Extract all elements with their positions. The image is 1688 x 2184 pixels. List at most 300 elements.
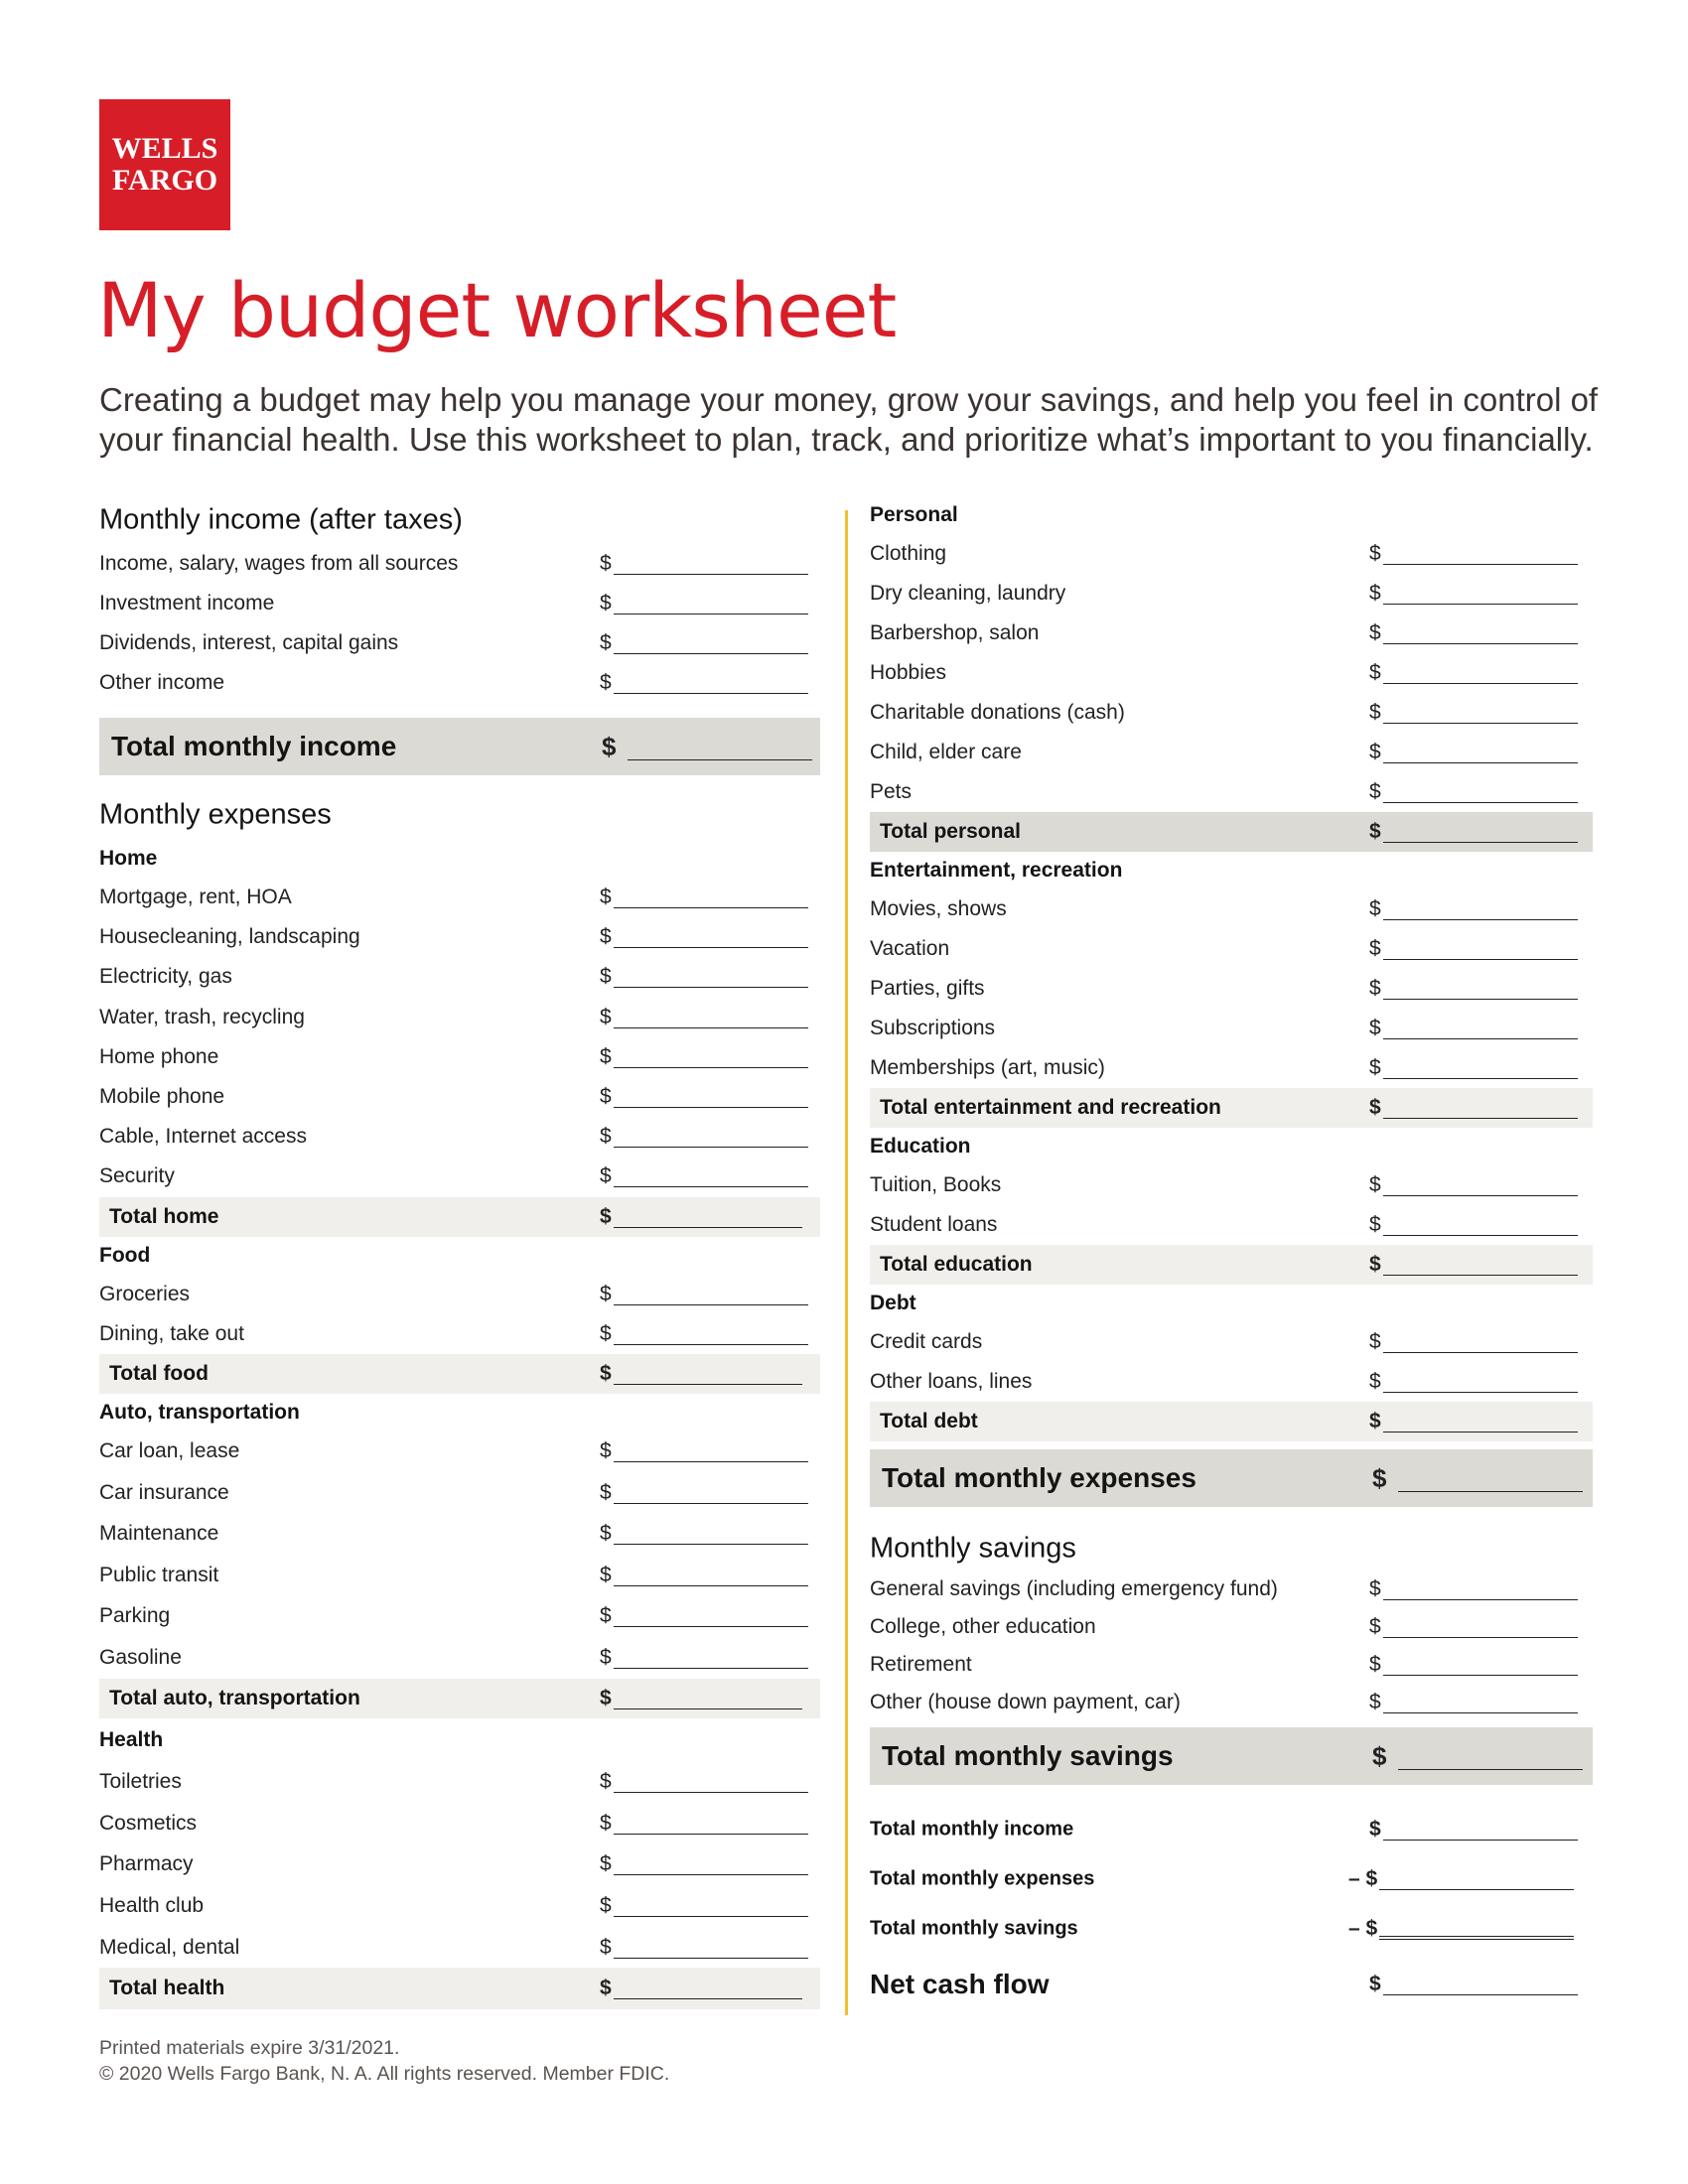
amount-blank-line[interactable] bbox=[1383, 1374, 1578, 1393]
amount-blank-line[interactable] bbox=[1383, 586, 1578, 605]
subtotal-row bbox=[99, 1354, 820, 1394]
section-heading bbox=[870, 496, 1593, 534]
amount-field[interactable] bbox=[1369, 821, 1578, 843]
currency-symbol: $ bbox=[600, 1852, 612, 1876]
line-item bbox=[99, 998, 820, 1037]
currency-symbol: $ bbox=[1369, 1330, 1381, 1353]
line-item bbox=[870, 653, 1593, 693]
line-item-label: Dining, take out bbox=[99, 1321, 244, 1345]
line-item-label: Hobbies bbox=[870, 661, 947, 684]
amount-blank-line[interactable] bbox=[1383, 1100, 1578, 1119]
amount-blank-line[interactable] bbox=[1383, 1257, 1578, 1276]
section-heading bbox=[99, 840, 820, 878]
line-item-label: Vacation bbox=[870, 937, 950, 960]
left-column bbox=[99, 496, 820, 2009]
amount-field[interactable] bbox=[600, 1046, 808, 1068]
line-item bbox=[99, 1472, 820, 1514]
column-divider bbox=[845, 510, 848, 2015]
currency-symbol: $ bbox=[1369, 1653, 1381, 1676]
amount-blank-line[interactable] bbox=[1383, 665, 1578, 684]
amount-field[interactable] bbox=[600, 1853, 808, 1875]
amount-field[interactable] bbox=[1369, 1174, 1578, 1196]
amount-field[interactable] bbox=[600, 1937, 808, 1959]
amount-field[interactable] bbox=[1348, 1868, 1574, 1890]
subtotal-row-label: Total auto, transportation bbox=[109, 1686, 360, 1709]
amount-blank-line[interactable] bbox=[1383, 546, 1578, 565]
amount-blank-line[interactable] bbox=[614, 556, 808, 575]
amount-field[interactable] bbox=[600, 887, 808, 908]
line-item-label: Other loans, lines bbox=[870, 1370, 1033, 1393]
currency-symbol: $ bbox=[1369, 582, 1381, 605]
total-expenses-row bbox=[870, 1449, 1593, 1507]
amount-field[interactable] bbox=[1369, 543, 1578, 565]
amount-blank-line[interactable] bbox=[1383, 1021, 1578, 1039]
amount-field[interactable] bbox=[600, 632, 808, 654]
currency-symbol: $ bbox=[600, 1439, 612, 1463]
summary-expenses-row bbox=[870, 1854, 1593, 1904]
wells-fargo-logo bbox=[99, 99, 230, 230]
subtotal-row bbox=[99, 1197, 820, 1237]
line-item bbox=[870, 1009, 1593, 1048]
amount-field[interactable] bbox=[602, 733, 812, 760]
section-heading-label: Debt bbox=[870, 1292, 916, 1314]
subtotal-row-label: Total food bbox=[109, 1361, 209, 1385]
amount-field[interactable] bbox=[600, 1605, 808, 1627]
line-item bbox=[99, 1314, 820, 1354]
savings-item bbox=[870, 1608, 1593, 1646]
amount-field[interactable] bbox=[1369, 1654, 1578, 1676]
line-item bbox=[870, 534, 1593, 574]
amount-blank-line[interactable] bbox=[1383, 981, 1578, 1000]
line-item-label: Cable, Internet access bbox=[99, 1125, 307, 1149]
amount-blank-line[interactable] bbox=[1383, 1619, 1578, 1638]
line-item-label: Gasoline bbox=[99, 1645, 182, 1669]
currency-symbol: $ bbox=[600, 1686, 612, 1709]
currency-symbol: $ bbox=[600, 1811, 612, 1835]
currency-symbol: – $ bbox=[1348, 1868, 1377, 1890]
amount-blank-line[interactable] bbox=[614, 1816, 808, 1835]
line-item-label: Movies, shows bbox=[870, 897, 1007, 920]
amount-field[interactable] bbox=[600, 926, 808, 948]
line-item bbox=[99, 1077, 820, 1117]
amount-field[interactable] bbox=[1369, 1616, 1578, 1638]
amount-blank-line[interactable] bbox=[614, 635, 808, 654]
currency-symbol: $ bbox=[1372, 1463, 1387, 1493]
income-item bbox=[99, 544, 820, 584]
subtotal-row bbox=[870, 812, 1593, 852]
income-item-label: Dividends, interest, capital gains bbox=[99, 631, 399, 654]
amount-field[interactable] bbox=[1369, 1214, 1578, 1236]
amount-field[interactable] bbox=[600, 1771, 808, 1793]
currency-symbol: $ bbox=[600, 1563, 612, 1586]
amount-blank-line[interactable] bbox=[1383, 1060, 1578, 1079]
line-item-label: Pets bbox=[870, 780, 913, 803]
amount-field[interactable] bbox=[600, 1323, 808, 1345]
section-heading-label: Health bbox=[99, 1727, 164, 1751]
logo-line-2: FARGO bbox=[111, 164, 218, 197]
amount-field[interactable] bbox=[600, 1440, 808, 1462]
amount-blank-line[interactable] bbox=[1383, 745, 1578, 763]
section-heading bbox=[99, 1718, 820, 1762]
line-item bbox=[99, 1803, 820, 1844]
currency-symbol: $ bbox=[1369, 661, 1381, 684]
page-title: My budget worksheet bbox=[97, 266, 897, 354]
line-item bbox=[870, 1362, 1593, 1402]
amount-blank-line[interactable] bbox=[614, 1287, 808, 1305]
currency-symbol: $ bbox=[600, 1894, 612, 1918]
amount-blank-line[interactable] bbox=[614, 1366, 802, 1385]
currency-symbol: $ bbox=[1369, 1818, 1381, 1841]
amount-field[interactable] bbox=[1369, 1018, 1578, 1039]
amount-field[interactable] bbox=[600, 1482, 808, 1504]
line-item-label: Child, elder care bbox=[870, 741, 1022, 763]
amount-blank-line[interactable] bbox=[614, 1774, 808, 1793]
currency-symbol: $ bbox=[1369, 1253, 1381, 1276]
amount-field[interactable] bbox=[1369, 583, 1578, 605]
line-item-label: Medical, dental bbox=[99, 1935, 240, 1959]
line-item-label: Tuition, Books bbox=[870, 1173, 1002, 1196]
summary-savings-row-label: Total monthly savings bbox=[870, 1917, 1078, 1940]
amount-field[interactable] bbox=[600, 1086, 808, 1108]
amount-field[interactable] bbox=[600, 593, 808, 614]
line-item bbox=[99, 1157, 820, 1196]
amount-blank-line[interactable] bbox=[614, 1898, 808, 1917]
amount-field[interactable] bbox=[600, 1206, 802, 1228]
line-item bbox=[870, 1048, 1593, 1088]
line-item-label: Dry cleaning, laundry bbox=[870, 582, 1066, 605]
line-item bbox=[99, 1762, 820, 1804]
line-item bbox=[99, 1275, 820, 1314]
amount-blank-line[interactable] bbox=[614, 1209, 802, 1228]
amount-blank-line[interactable] bbox=[614, 1940, 808, 1959]
amount-field[interactable] bbox=[600, 672, 808, 694]
currency-symbol: $ bbox=[600, 965, 612, 989]
currency-symbol: $ bbox=[600, 552, 612, 575]
line-item bbox=[99, 1637, 820, 1679]
amount-blank-line[interactable] bbox=[614, 929, 808, 948]
amount-blank-line[interactable] bbox=[1383, 1695, 1578, 1713]
amount-blank-line[interactable] bbox=[614, 1856, 808, 1875]
amount-blank-line[interactable] bbox=[614, 1168, 808, 1187]
currency-symbol: $ bbox=[1369, 1577, 1381, 1600]
amount-blank-line[interactable] bbox=[1383, 625, 1578, 644]
line-item-label: Toiletries bbox=[99, 1770, 182, 1794]
currency-symbol: $ bbox=[602, 732, 617, 761]
line-item bbox=[99, 1037, 820, 1077]
income-heading-label: Monthly income (after taxes) bbox=[99, 503, 463, 536]
amount-blank-line[interactable] bbox=[614, 1650, 808, 1669]
currency-symbol: $ bbox=[600, 1480, 612, 1504]
amount-blank-line[interactable] bbox=[614, 969, 808, 988]
line-item bbox=[870, 1322, 1593, 1362]
subtotal-row-label: Total education bbox=[880, 1253, 1033, 1276]
amount-blank-line[interactable] bbox=[614, 1691, 802, 1709]
line-item-label: Groceries bbox=[99, 1282, 191, 1305]
currency-symbol: $ bbox=[1369, 780, 1381, 803]
amount-field[interactable] bbox=[1369, 898, 1578, 920]
section-heading bbox=[870, 1128, 1593, 1165]
line-item bbox=[870, 693, 1593, 733]
amount-blank-line[interactable] bbox=[1398, 1469, 1583, 1492]
total-income-row bbox=[99, 718, 820, 775]
amount-blank-line[interactable] bbox=[1383, 941, 1578, 960]
line-item bbox=[99, 1514, 820, 1556]
amount-field[interactable] bbox=[600, 1284, 808, 1305]
amount-blank-line[interactable] bbox=[628, 738, 812, 760]
subtotal-row bbox=[870, 1402, 1593, 1441]
amount-field[interactable] bbox=[600, 1165, 808, 1187]
currency-symbol: $ bbox=[600, 1361, 612, 1385]
savings-item-label: Retirement bbox=[870, 1653, 972, 1676]
line-item-label: Water, trash, recycling bbox=[99, 1005, 305, 1028]
currency-symbol: $ bbox=[1369, 1691, 1381, 1713]
amount-blank-line[interactable] bbox=[614, 596, 808, 614]
income-item bbox=[99, 584, 820, 623]
line-item-label: Housecleaning, landscaping bbox=[99, 925, 360, 949]
line-item-label: Subscriptions bbox=[870, 1017, 996, 1039]
amount-blank-line[interactable] bbox=[1383, 1177, 1578, 1196]
line-item-label: Public transit bbox=[99, 1563, 219, 1586]
summary-savings-row bbox=[870, 1904, 1593, 1954]
line-item bbox=[870, 889, 1593, 929]
income-item-label: Income, salary, wages from all sources bbox=[99, 552, 459, 575]
amount-field[interactable] bbox=[600, 966, 808, 988]
currency-symbol: $ bbox=[1369, 977, 1381, 1000]
line-item-label: Credit cards bbox=[870, 1330, 983, 1353]
amount-blank-line[interactable] bbox=[614, 1010, 808, 1028]
savings-item-label: Other (house down payment, car) bbox=[870, 1691, 1181, 1713]
currency-symbol: $ bbox=[1369, 1213, 1381, 1236]
amount-blank-line[interactable] bbox=[1383, 1822, 1578, 1841]
line-item-label: Mortgage, rent, HOA bbox=[99, 886, 292, 909]
currency-symbol: $ bbox=[600, 1164, 612, 1188]
subtotal-row bbox=[870, 1245, 1593, 1285]
amount-blank-line[interactable] bbox=[1379, 1918, 1574, 1940]
income-item-label: Investment income bbox=[99, 592, 275, 614]
currency-symbol: $ bbox=[600, 1085, 612, 1109]
line-item-label: Barbershop, salon bbox=[870, 621, 1040, 644]
amount-field[interactable] bbox=[1348, 1918, 1574, 1940]
currency-symbol: $ bbox=[600, 1044, 612, 1068]
section-heading-label: Entertainment, recreation bbox=[870, 859, 1123, 882]
subtotal-row bbox=[99, 1679, 820, 1718]
income-heading bbox=[99, 496, 820, 544]
amount-blank-line[interactable] bbox=[1383, 1334, 1578, 1353]
section-heading-label: Auto, transportation bbox=[99, 1400, 300, 1424]
amount-field[interactable] bbox=[1369, 1331, 1578, 1353]
amount-blank-line[interactable] bbox=[614, 889, 808, 908]
currency-symbol: $ bbox=[600, 671, 612, 694]
currency-symbol: $ bbox=[600, 1522, 612, 1546]
net-cash-flow-row-label: Net cash flow bbox=[870, 1969, 1050, 1999]
summary-expenses-row-label: Total monthly expenses bbox=[870, 1867, 1095, 1890]
amount-blank-line[interactable] bbox=[614, 1485, 808, 1504]
footer-copyright: © 2020 Wells Fargo Bank, N. A. All rights reserved. Member FDIC. bbox=[99, 2063, 670, 2085]
amount-blank-line[interactable] bbox=[1383, 1581, 1578, 1600]
section-heading bbox=[99, 1394, 820, 1432]
amount-field[interactable] bbox=[600, 1126, 808, 1148]
line-item-label: Home phone bbox=[99, 1044, 219, 1068]
amount-field[interactable] bbox=[1369, 742, 1578, 763]
subtotal-row-label: Total home bbox=[109, 1204, 219, 1228]
amount-blank-line[interactable] bbox=[614, 1049, 808, 1068]
amount-field[interactable] bbox=[600, 1523, 808, 1545]
amount-field[interactable] bbox=[1369, 978, 1578, 1000]
line-item bbox=[99, 1117, 820, 1157]
amount-field[interactable] bbox=[1369, 781, 1578, 803]
intro-paragraph: Creating a budget may help you manage your money, grow your savings, and help you feel in control of your financial health. Use this worksheet to plan, track, and prioritize what’s important to you financially. bbox=[99, 381, 1599, 458]
line-item-label: Car insurance bbox=[99, 1480, 229, 1504]
line-item bbox=[870, 969, 1593, 1009]
subtotal-row-label: Total entertainment and recreation bbox=[880, 1096, 1221, 1119]
savings-heading-label: Monthly savings bbox=[870, 1532, 1076, 1565]
amount-field[interactable] bbox=[1372, 1742, 1583, 1770]
amount-blank-line[interactable] bbox=[614, 1568, 808, 1586]
currency-symbol: $ bbox=[1369, 621, 1381, 644]
currency-symbol: $ bbox=[600, 925, 612, 949]
amount-blank-line[interactable] bbox=[614, 1089, 808, 1108]
line-item-label: Electricity, gas bbox=[99, 965, 232, 989]
amount-blank-line[interactable] bbox=[1398, 1747, 1583, 1770]
savings-heading bbox=[870, 1527, 1593, 1570]
amount-field[interactable] bbox=[600, 1565, 808, 1586]
section-heading-label: Food bbox=[99, 1243, 151, 1267]
currency-symbol: $ bbox=[1369, 1173, 1381, 1196]
total-savings-row-label: Total monthly savings bbox=[882, 1740, 1174, 1771]
currency-symbol: $ bbox=[1369, 1370, 1381, 1393]
amount-blank-line[interactable] bbox=[614, 1129, 808, 1148]
line-item-label: Charitable donations (cash) bbox=[870, 701, 1125, 724]
amount-field[interactable] bbox=[600, 553, 808, 575]
line-item bbox=[99, 878, 820, 917]
currency-symbol: $ bbox=[1369, 937, 1381, 960]
currency-symbol: – $ bbox=[1348, 1918, 1377, 1940]
amount-field[interactable] bbox=[1369, 1057, 1578, 1079]
amount-blank-line[interactable] bbox=[614, 1326, 808, 1345]
currency-symbol: $ bbox=[1369, 542, 1381, 565]
currency-symbol: $ bbox=[1369, 1615, 1381, 1638]
amount-blank-line[interactable] bbox=[614, 1443, 808, 1462]
amount-field[interactable] bbox=[1372, 1464, 1583, 1492]
subtotal-row bbox=[99, 1968, 820, 2009]
line-item bbox=[99, 1844, 820, 1886]
currency-symbol: $ bbox=[600, 1645, 612, 1669]
amount-field[interactable] bbox=[1369, 938, 1578, 960]
section-heading-label: Personal bbox=[870, 503, 958, 526]
net-cash-flow-row bbox=[870, 1954, 1593, 2015]
currency-symbol: $ bbox=[600, 1204, 612, 1228]
amount-field[interactable] bbox=[600, 1363, 802, 1385]
line-item-label: Clothing bbox=[870, 542, 947, 565]
line-item-label: Car loan, lease bbox=[99, 1439, 240, 1463]
line-item bbox=[870, 614, 1593, 653]
amount-field[interactable] bbox=[1369, 622, 1578, 644]
section-heading bbox=[99, 1237, 820, 1275]
right-column bbox=[870, 496, 1593, 2015]
total-savings-row bbox=[870, 1727, 1593, 1785]
amount-blank-line[interactable] bbox=[1383, 1414, 1578, 1433]
amount-blank-line[interactable] bbox=[1383, 901, 1578, 920]
total-income-row-label: Total monthly income bbox=[111, 731, 397, 761]
line-item bbox=[870, 733, 1593, 772]
total-expenses-row-label: Total monthly expenses bbox=[882, 1462, 1196, 1493]
income-item bbox=[99, 623, 820, 663]
subtotal-row-label: Total health bbox=[109, 1977, 225, 2000]
amount-blank-line[interactable] bbox=[1379, 1871, 1574, 1890]
logo-line-1: WELLS bbox=[111, 132, 218, 165]
amount-field[interactable] bbox=[1369, 1371, 1578, 1393]
line-item bbox=[99, 1432, 820, 1473]
line-item bbox=[870, 772, 1593, 812]
expenses-heading-label: Monthly expenses bbox=[99, 798, 332, 831]
line-item-label: Cosmetics bbox=[99, 1811, 198, 1835]
savings-item bbox=[870, 1570, 1593, 1608]
section-heading bbox=[870, 852, 1593, 889]
amount-field[interactable] bbox=[600, 1895, 808, 1917]
currency-symbol: $ bbox=[1369, 897, 1381, 920]
amount-field[interactable] bbox=[600, 1813, 808, 1835]
currency-symbol: $ bbox=[600, 1935, 612, 1959]
subtotal-row-label: Total personal bbox=[880, 820, 1021, 843]
savings-item-label: General savings (including emergency fund) bbox=[870, 1577, 1278, 1600]
amount-blank-line[interactable] bbox=[1383, 824, 1578, 843]
amount-field[interactable] bbox=[1369, 662, 1578, 684]
line-item-label: Health club bbox=[99, 1894, 205, 1918]
amount-field[interactable] bbox=[1369, 1974, 1578, 1995]
amount-field[interactable] bbox=[1369, 702, 1578, 724]
line-item bbox=[99, 1596, 820, 1638]
income-item bbox=[99, 663, 820, 703]
currency-symbol: $ bbox=[600, 592, 612, 614]
amount-blank-line[interactable] bbox=[1383, 1217, 1578, 1236]
line-item bbox=[870, 1205, 1593, 1245]
line-item bbox=[870, 574, 1593, 614]
line-item-label: Security bbox=[99, 1164, 175, 1188]
income-item-label: Other income bbox=[99, 671, 225, 694]
amount-blank-line[interactable] bbox=[1383, 1977, 1578, 1995]
amount-blank-line[interactable] bbox=[614, 1608, 808, 1627]
line-item bbox=[99, 1927, 820, 1969]
line-item bbox=[99, 1555, 820, 1596]
amount-blank-line[interactable] bbox=[1383, 784, 1578, 803]
line-item-label: Parties, gifts bbox=[870, 977, 985, 1000]
amount-field[interactable] bbox=[1369, 1411, 1578, 1433]
amount-blank-line[interactable] bbox=[1383, 1657, 1578, 1676]
amount-blank-line[interactable] bbox=[614, 675, 808, 694]
amount-blank-line[interactable] bbox=[1383, 705, 1578, 724]
amount-blank-line[interactable] bbox=[614, 1980, 802, 1999]
currency-symbol: $ bbox=[600, 1604, 612, 1628]
amount-field[interactable] bbox=[600, 1007, 808, 1028]
currency-symbol: $ bbox=[600, 1321, 612, 1345]
line-item bbox=[870, 1165, 1593, 1205]
currency-symbol: $ bbox=[600, 1005, 612, 1028]
currency-symbol: $ bbox=[600, 631, 612, 654]
amount-field[interactable] bbox=[600, 1978, 802, 1999]
amount-field[interactable] bbox=[1369, 1692, 1578, 1713]
line-item-label: Memberships (art, music) bbox=[870, 1056, 1105, 1079]
amount-field[interactable] bbox=[1369, 1254, 1578, 1276]
amount-field[interactable] bbox=[1369, 1097, 1578, 1119]
amount-field[interactable] bbox=[600, 1688, 802, 1709]
section-heading-label: Home bbox=[99, 847, 158, 870]
currency-symbol: $ bbox=[1369, 820, 1381, 843]
amount-blank-line[interactable] bbox=[614, 1526, 808, 1545]
amount-field[interactable] bbox=[1369, 1819, 1578, 1841]
summary-income-row-label: Total monthly income bbox=[870, 1818, 1074, 1841]
amount-field[interactable] bbox=[1369, 1578, 1578, 1600]
amount-field[interactable] bbox=[600, 1647, 808, 1669]
